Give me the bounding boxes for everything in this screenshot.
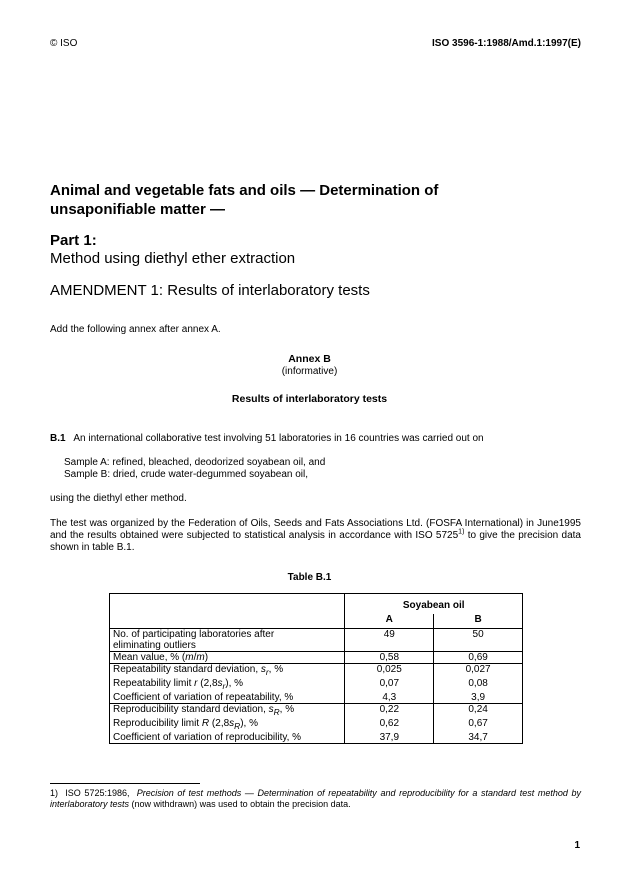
row-label: Repeatability standard deviation, $s_r$, % [110, 664, 345, 679]
table-row [110, 718, 523, 732]
row-label: Repeatability limit r $(2,8s_r)$, % [113, 678, 244, 691]
table-row [110, 652, 523, 664]
method-line: using the diethyl ether method. [50, 493, 187, 504]
table-row [110, 732, 523, 744]
row-label: Coefficient of variation of repeatability, % [113, 692, 294, 703]
row-label-line-2: eliminating outliers [113, 640, 196, 651]
row-label [110, 629, 345, 652]
value-a: 0,58 [345, 652, 434, 664]
row-label: Coefficient of variation of reproducibility, % [113, 732, 302, 743]
clause-b1 [50, 433, 581, 445]
table-row [110, 704, 523, 719]
page-number: 1 [574, 840, 580, 851]
table-row [110, 692, 523, 704]
value-b: 0,69 [434, 652, 523, 664]
table-row [110, 678, 523, 692]
value-a: 0,62 [345, 718, 434, 732]
annex-subtitle: (informative) [281, 366, 338, 377]
row-label: Reproducibility standard deviation, $s_R$, % [110, 704, 345, 719]
annex-title: Annex B [288, 353, 331, 365]
sample-a: Sample A: refined, bleached, deodorized soyabean oil, and [64, 457, 326, 468]
row-label: Mean value, % (m/m) [110, 652, 345, 664]
table-title: Table B.1 [287, 572, 332, 583]
test-paragraph-tail: to give the precision data shown in table B.1. [50, 530, 581, 553]
footnote-marker: 1) [50, 788, 59, 798]
table-header-row [110, 594, 523, 615]
standard-reference: ISO 3596-1:1988/Amd.1:1997(E) [432, 38, 581, 49]
value-b: 0,24 [434, 704, 523, 719]
value-b: 0,027 [434, 664, 523, 679]
clause-number: B.1 [50, 433, 66, 444]
part-subtitle: Method using diethyl ether extraction [50, 250, 296, 267]
value-b: 50 [434, 629, 523, 652]
precision-table [109, 593, 523, 744]
table-row [110, 664, 523, 679]
column-a-header: A [345, 614, 434, 629]
value-a: 0,025 [345, 664, 434, 679]
value-b: 3,9 [434, 692, 523, 704]
value-b: 34,7 [434, 732, 523, 744]
soyabean-oil-header: Soyabean oil [345, 594, 523, 615]
amendment-title: AMENDMENT 1: Results of interlaboratory tests [50, 282, 370, 299]
copyright-mark: © ISO [50, 38, 78, 49]
footnote-title: Precision of test methods — Determination of repeatability and reproducibility for a standard test method by interlaboratory tests [50, 788, 581, 809]
test-paragraph-text: The test was organized by the Federation of Oils, Seeds and Fats Associations Ltd. (FOSFA International) in June1995 and the results obtained were subjected to statistical analysis in accordance with ISO 5725 [50, 518, 581, 541]
footnote-ref-standard: ISO 5725:1986, [65, 788, 130, 798]
footnote [50, 788, 581, 810]
document-title [50, 181, 570, 219]
table-corner [110, 594, 345, 629]
part-label: Part 1: [50, 232, 97, 249]
test-paragraph [50, 518, 581, 554]
footnote-divider [50, 783, 200, 784]
row-label: Reproducibility limit R $(2,8s_R)$, % [113, 718, 258, 731]
value-a: 4,3 [345, 692, 434, 704]
sample-b: Sample B: dried, crude water-degummed soyabean oil, [64, 469, 309, 480]
title-line-2: unsaponifiable matter — [50, 201, 226, 218]
row-label-line-1: No. of participating laboratories after [113, 629, 275, 640]
value-a: 0,22 [345, 704, 434, 719]
footnote-rest: (now withdrawn) was used to obtain the precision data. [129, 799, 351, 809]
annex-section-title: Results of interlaboratory tests [231, 393, 388, 405]
value-a: 0,07 [345, 678, 434, 692]
intro-instruction: Add the following annex after annex A. [50, 324, 221, 335]
value-a: 49 [345, 629, 434, 652]
sample-list [64, 457, 325, 481]
column-b-header: B [434, 614, 523, 629]
value-b: 0,67 [434, 718, 523, 732]
value-a: 37,9 [345, 732, 434, 744]
footnote-ref: 1) [458, 528, 465, 536]
title-line-1: Animal and vegetable fats and oils — Determination of [50, 182, 439, 199]
value-b: 0,08 [434, 678, 523, 692]
clause-b1-text: An international collaborative test involving 51 laboratories in 16 countries was carried out on [73, 433, 484, 444]
table-row [110, 629, 523, 652]
